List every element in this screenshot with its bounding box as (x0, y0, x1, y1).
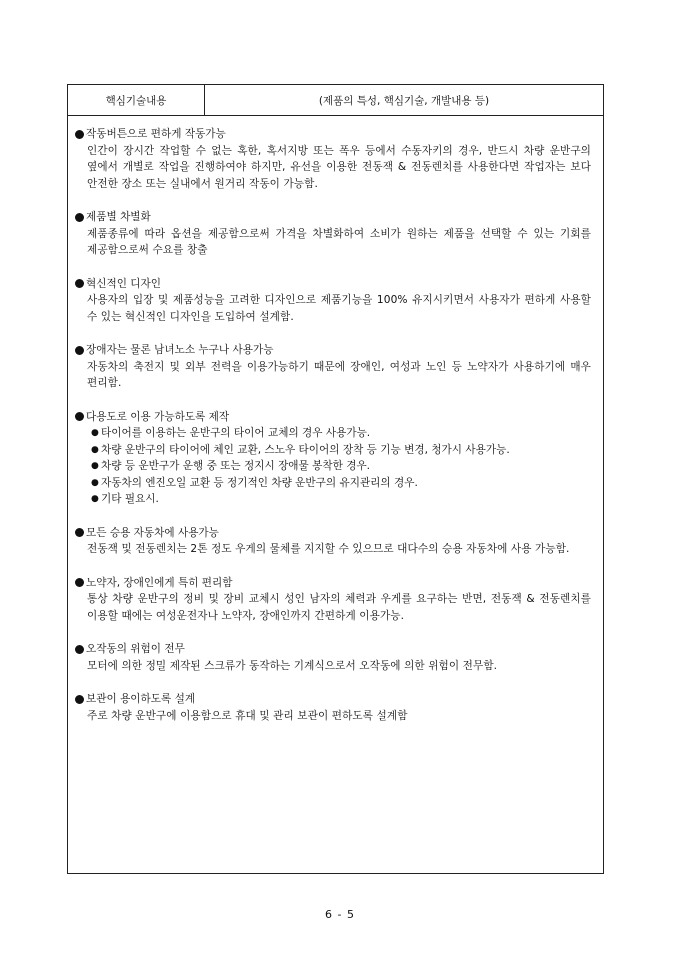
filled-circle-bullet-icon (75, 695, 84, 704)
list-item (91, 425, 591, 442)
filled-circle-bullet-icon (75, 412, 84, 421)
section-title-text: 장애자는 물론 남녀노소 누구나 사용가능 (86, 344, 274, 356)
filled-circle-bullet-icon (75, 528, 84, 537)
section-title (75, 691, 591, 708)
small-bullet-icon: ● (91, 444, 99, 455)
section-title (75, 641, 591, 658)
section-easy-storage (75, 691, 591, 724)
section-body: 모터에 의한 정밀 제작된 스크류가 동작하는 기계식으로서 오작동에 의한 위험이 전무함. (87, 659, 498, 672)
filled-circle-bullet-icon (75, 578, 84, 587)
filled-circle-bullet-icon (75, 279, 84, 288)
list-item-text: 차량 등 운반구가 운행 중 또는 정지시 장애물 봉착한 경우. (101, 460, 371, 472)
section-convenient-for-elderly-disabled (75, 575, 591, 625)
section-body: 사용자의 입장 및 제품성능을 고려한 디자인으로 제품기능을 100% 유지시키면서 사용자가 편하게 사용할 수 있는 혁신적인 디자인을 도입하여 설계함. (87, 294, 591, 323)
section-title (75, 409, 591, 426)
section-title-text: 모든 승용 자동차에 사용가능 (86, 526, 219, 539)
list-item-text: 자동차의 엔진오일 교환 등 정기적인 차량 운반구의 유지관리의 경우. (101, 476, 418, 489)
small-bullet-icon: ● (91, 494, 99, 504)
filled-circle-bullet-icon (75, 346, 84, 355)
list-item-text: 타이어를 이용하는 운반구의 타이어 교체의 경우 사용가능. (101, 427, 371, 439)
table-header-row (68, 85, 603, 116)
list-item (91, 491, 591, 508)
small-bullet-icon: ● (91, 461, 99, 471)
section-title-text: 다용도로 이용 가능하도록 제작 (86, 410, 230, 423)
section-remote-operation (75, 126, 591, 192)
filled-circle-bullet-icon (75, 130, 84, 139)
filled-circle-bullet-icon (75, 645, 84, 654)
list-item (91, 442, 591, 459)
list-item-text: 차량 운반구의 타이어에 체인 교환, 스노우 타이어의 장착 등 기능 변경, 청가시 사용가능. (101, 443, 510, 456)
section-body: 통상 차량 운반구의 정비 및 장비 교체시 성인 남자의 체력과 우게를 요구하는 반면, 전동잭 & 전동렌치를 이용할 때에는 여성운전자나 노약자, 장애인까지 간편하게 이용가능. (87, 593, 591, 622)
usage-list (75, 425, 591, 508)
section-all-passenger-cars (75, 525, 591, 558)
content-body (68, 116, 603, 724)
filled-circle-bullet-icon (75, 213, 84, 222)
section-product-differentiation (75, 209, 591, 259)
list-item-text: 기타 필요시. (101, 493, 159, 505)
section-title (75, 126, 591, 143)
section-title-text: 오작동의 위험이 전무 (86, 643, 185, 655)
header-label-cell: 핵심기술내용 (68, 85, 205, 115)
list-item (91, 475, 591, 492)
section-body: 자동차의 축전지 및 외부 전력을 이용가능하기 때문에 장애인, 여성과 노인 등 노약자가 사용하기에 매우 편리함. (87, 360, 591, 389)
section-multi-purpose (75, 409, 591, 508)
page-number: 6 - 5 (325, 908, 355, 921)
section-usable-by-all (75, 342, 591, 392)
section-title (75, 575, 591, 592)
section-body: 인간이 장시간 작업할 수 없는 혹한, 혹서지방 또는 폭우 등에서 수동자키의 경우, 반드시 차량 운반구의 옆에서 개별로 작업을 진행하여야 하지만, 유선을 이용한 전동잭 & 전동렌치를 사용한다면 작업자는 보다 안전한 장소 또는 실내에서 원거리 작동이 가능함. (87, 144, 591, 190)
section-body: 전동잭 및 전동렌치는 2톤 정도 우게의 물체를 지지할 수 있으므로 대다수의 승용 자동차에 사용 가능함. (87, 543, 570, 555)
header-description-cell: (제품의 특성, 핵심기술, 개발내용 등) (318, 94, 490, 107)
section-title-text: 보관이 용이하도록 설계 (86, 693, 196, 705)
small-bullet-icon: ● (91, 428, 99, 438)
small-bullet-icon: ● (91, 477, 99, 488)
section-body: 주로 차량 운반구에 이용함으로 휴대 및 관리 보관이 편하도록 설계함 (87, 709, 408, 722)
section-no-malfunction-risk (75, 641, 591, 674)
section-title (75, 276, 591, 293)
section-title (75, 525, 591, 542)
list-item (91, 458, 591, 475)
section-title-text: 혁신적인 디자인 (86, 277, 162, 290)
section-title (75, 342, 591, 359)
section-title-text: 제품별 차별화 (86, 211, 151, 223)
section-title-text: 노약자, 장애인에게 특히 편리함 (86, 576, 233, 589)
section-title (75, 209, 591, 226)
section-body: 제품종류에 따라 옵션을 제공함으로써 가격을 차별화하여 소비가 원하는 제품을 선택할 수 있는 기회를 제공함으로써 수요를 창출 (87, 227, 591, 256)
content-table (67, 84, 604, 874)
section-title-text: 작동버튼으로 편하게 작동가능 (86, 128, 226, 140)
section-innovative-design (75, 276, 591, 326)
